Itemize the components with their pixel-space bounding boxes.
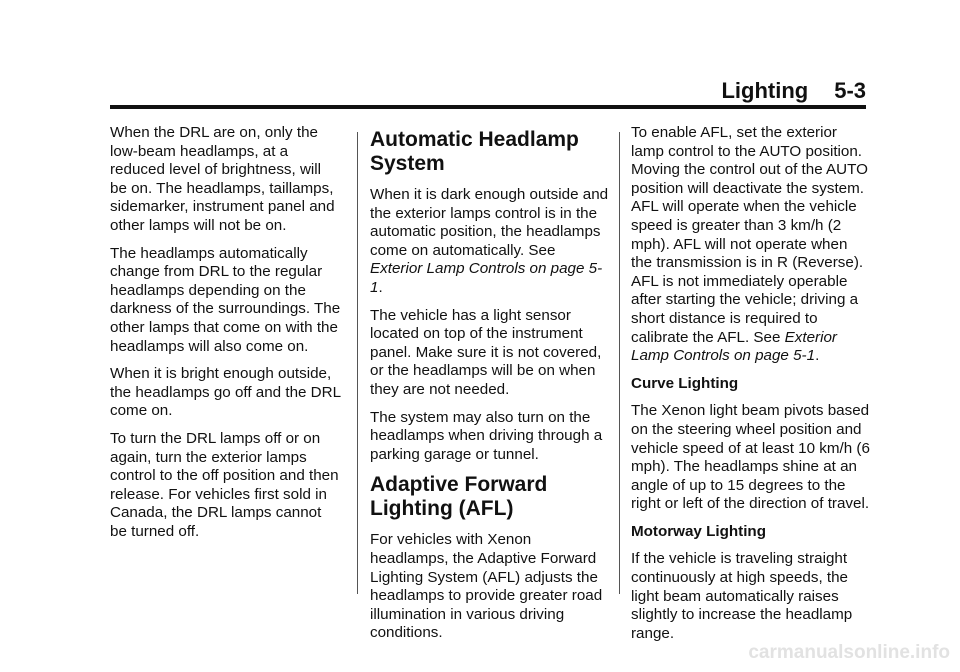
column-divider-1 xyxy=(357,132,358,594)
header-rule xyxy=(110,105,866,109)
paragraph: The headlamps automatically change from DRL to the regular headlamps depending on the darkness of the surroundings. The other lamps that come on with the headlamps will also come on. xyxy=(110,244,341,355)
paragraph-text: To enable AFL, set the exterior lamp control to the AUTO position. Moving the control out of the AUTO position will deactivate the system. AFL will operate when the vehicle speed is greater than 3 km/h (2 mph). AFL will not operate when the transmission is in R (Reverse). AFL is not immediately operable after starting the vehicle; driving a short distance is required to calibrate the AFL. See xyxy=(631,124,868,346)
paragraph: The Xenon light beam pivots based on the steering wheel position and vehicle speed of at least 10 km/h (6 mph). The headlamps shine at an angle of up to 15 degrees to the right or left of the direction of travel. xyxy=(631,402,870,513)
paragraph: The system may also turn on the headlamps when driving through a parking garage or tunnel. xyxy=(370,408,603,463)
cross-reference-link[interactable]: Exterior Lamp Controls on page 5-1 xyxy=(370,260,603,296)
paragraph xyxy=(631,124,871,366)
subheading-motorway-lighting: Motorway Lighting xyxy=(631,522,766,540)
paragraph: The vehicle has a light sensor located on top of the instrument panel. Make sure it is not covered, or the headlamps will be on when they are not needed. xyxy=(370,306,602,398)
section-title: Lighting xyxy=(721,78,809,103)
paragraph: When the DRL are on, only the low-beam headlamps, at a reduced level of brightness, will be on. The headlamps, taillamps, sidemarker, instrument panel and other lamps will not be on. xyxy=(110,124,335,234)
column-divider-2 xyxy=(619,132,620,594)
page-number: 5-3 xyxy=(834,78,866,103)
paragraph xyxy=(370,186,610,298)
heading-adaptive-forward-lighting: Adaptive Forward Lighting (AFL) xyxy=(370,473,548,521)
paragraph-end: . xyxy=(815,347,820,365)
paragraph-text: When it is dark enough outside and the exterior lamps control is in the automatic position, the headlamps come on automatically. See xyxy=(370,186,609,259)
heading-automatic-headlamp-system: Automatic Headlamp System xyxy=(370,128,579,175)
column-3 xyxy=(631,124,871,652)
subheading-curve-lighting: Curve Lighting xyxy=(631,374,739,392)
column-2 xyxy=(370,124,610,652)
paragraph: If the vehicle is traveling straight continuously at high speeds, the light beam automatically raises slightly to increase the headlamp range. xyxy=(631,550,853,642)
paragraph: To turn the DRL lamps off or on again, turn the exterior lamps control to the off position and then release. For vehicles first sold in Canada, the DRL lamps cannot be turned off. xyxy=(110,429,339,540)
column-1 xyxy=(110,124,342,550)
paragraph: For vehicles with Xenon headlamps, the Adaptive Forward Lighting System (AFL) adjusts the headlamps to provide greater road illumination in various driving conditions. xyxy=(370,531,603,642)
paragraph: When it is bright enough outside, the headlamps go off and the DRL come on. xyxy=(110,365,341,420)
page-header xyxy=(0,78,866,104)
paragraph-end: . xyxy=(378,278,383,296)
cross-reference-link[interactable]: Exterior Lamp Controls on page 5-1 xyxy=(631,328,837,365)
watermark: carmanualsonline.info xyxy=(748,642,950,663)
